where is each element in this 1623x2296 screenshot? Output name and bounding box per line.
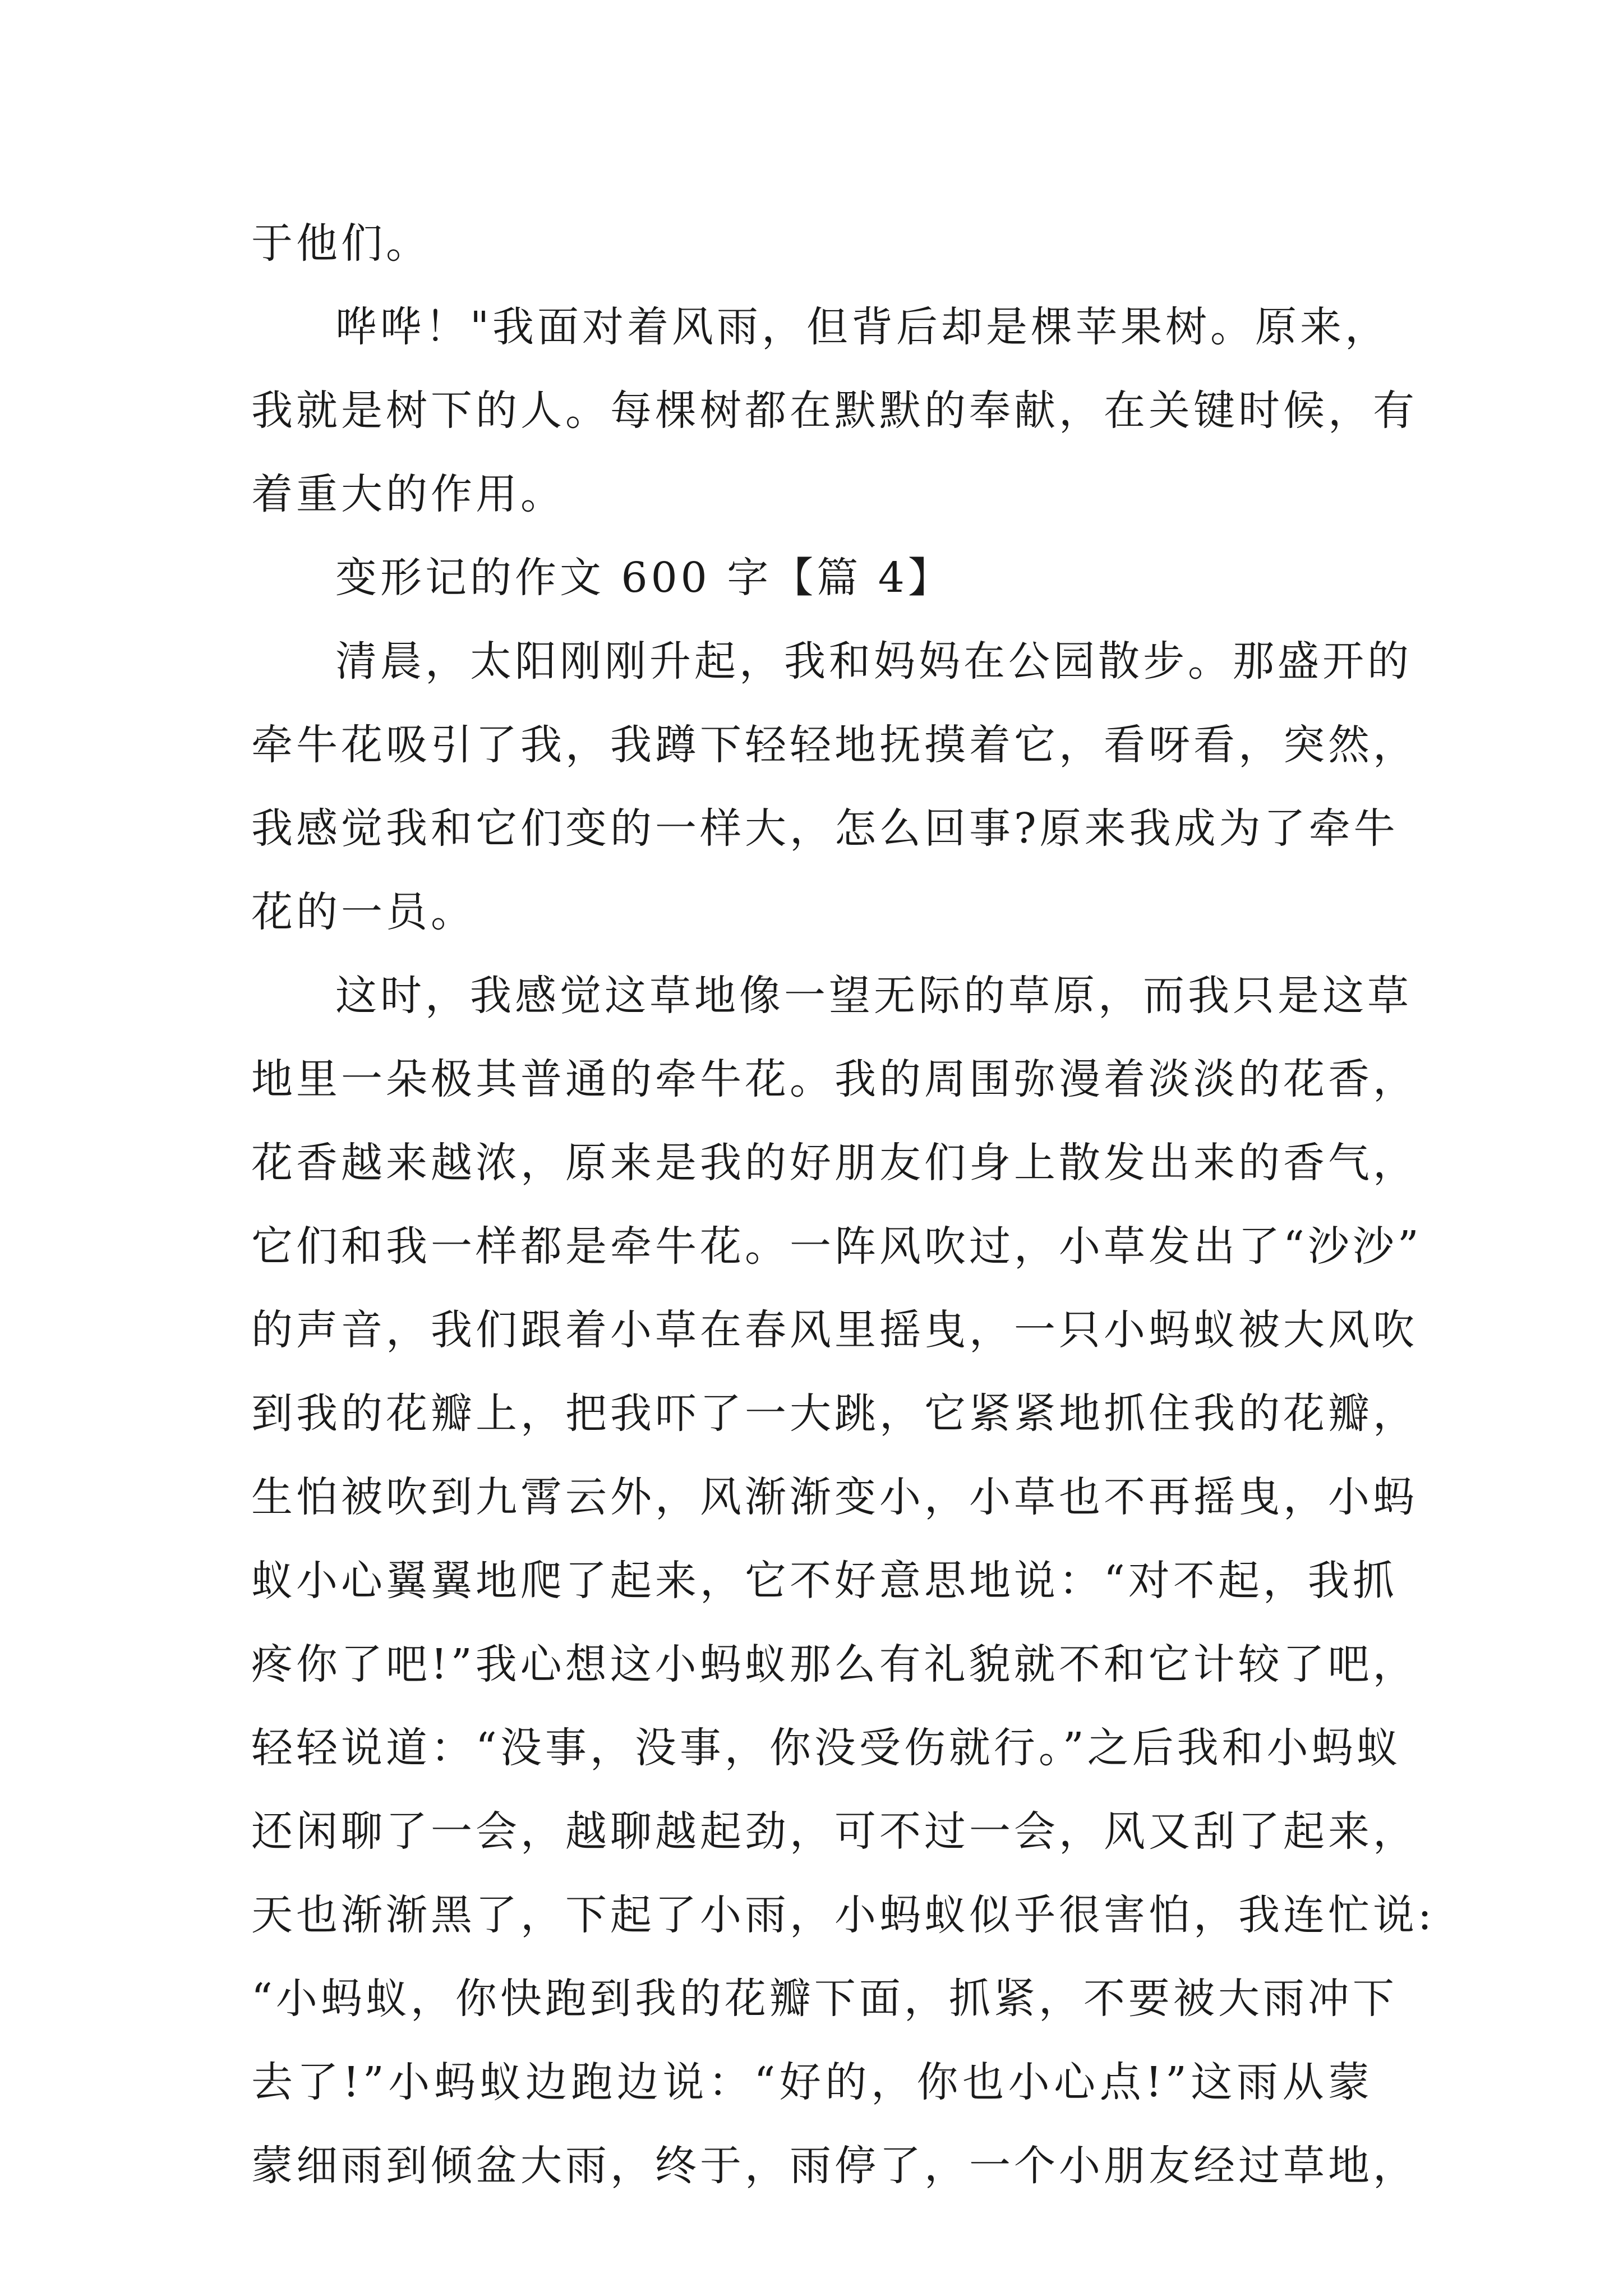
text-line: 它们和我一样都是牵牛花。一阵风吹过，小草发出了“沙沙” — [251, 1222, 1422, 1271]
text-line: 生怕被吹到九霄云外，风渐渐变小，小草也不再摇曳，小蚂 — [251, 1473, 1418, 1521]
text-line: 这时，我感觉这草地像一望无际的草原，而我只是这草 — [335, 972, 1412, 1020]
text-line: 花香越来越浓，原来是我的好朋友们身上散发出来的香气， — [251, 1139, 1418, 1187]
text-line: 我就是树下的人。每棵树都在默默的奉献，在关键时候，有 — [251, 386, 1418, 435]
text-line: 着重大的作用。 — [251, 470, 565, 518]
text-line: 我感觉我和它们变的一样大，怎么回事?原来我成为了牵牛 — [251, 804, 1399, 853]
text-line: 轻轻说道：“没事，没事，你没受伤就行。”之后我和小蚂蚁 — [251, 1724, 1401, 1772]
text-line: 哗哗！"我面对着风雨，但背后却是棵苹果树。原来， — [335, 303, 1390, 351]
text-line: 蚁小心翼翼地爬了起来，它不好意思地说：“对不起，我抓 — [251, 1557, 1398, 1605]
text-line: 蒙细雨到倾盆大雨，终于，雨停了，一个小朋友经过草地， — [251, 2142, 1418, 2190]
text-line: 的声音，我们跟着小草在春风里摇曳，一只小蚂蚁被大风吹 — [251, 1306, 1418, 1354]
section-heading: 变形记的作文 600 字【篇 4】 — [335, 554, 953, 602]
text-line: 到我的花瓣上，把我吓了一大跳，它紧紧地抓住我的花瓣， — [251, 1389, 1418, 1438]
text-line: 牵牛花吸引了我，我蹲下轻轻地抚摸着它，看呀看，突然， — [251, 721, 1418, 769]
article-body — [251, 202, 1435, 2208]
text-line: “小蚂蚁，你快跑到我的花瓣下面，抓紧，不要被大雨冲下 — [251, 1975, 1398, 2023]
text-line: 清晨，太阳刚刚升起，我和妈妈在公园散步。那盛开的 — [335, 637, 1412, 685]
text-line: 花的一员。 — [251, 888, 476, 936]
text-line: 地里一朵极其普通的牵牛花。我的周围弥漫着淡淡的花香， — [251, 1055, 1418, 1103]
text-line: 去了!”小蚂蚁边跑边说：“好的，你也小心点!”这雨从蒙 — [251, 2058, 1373, 2106]
text-line: 还闲聊了一会，越聊越起劲，可不过一会，风又刮了起来， — [251, 1807, 1418, 1856]
text-line: 于他们。 — [251, 219, 431, 268]
text-line: 疼你了吧!”我心想这小蚂蚁那么有礼貌就不和它计较了吧， — [251, 1640, 1418, 1688]
text-line: 天也渐渐黑了，下起了小雨，小蚂蚁似乎很害怕，我连忙说: — [251, 1891, 1435, 1939]
